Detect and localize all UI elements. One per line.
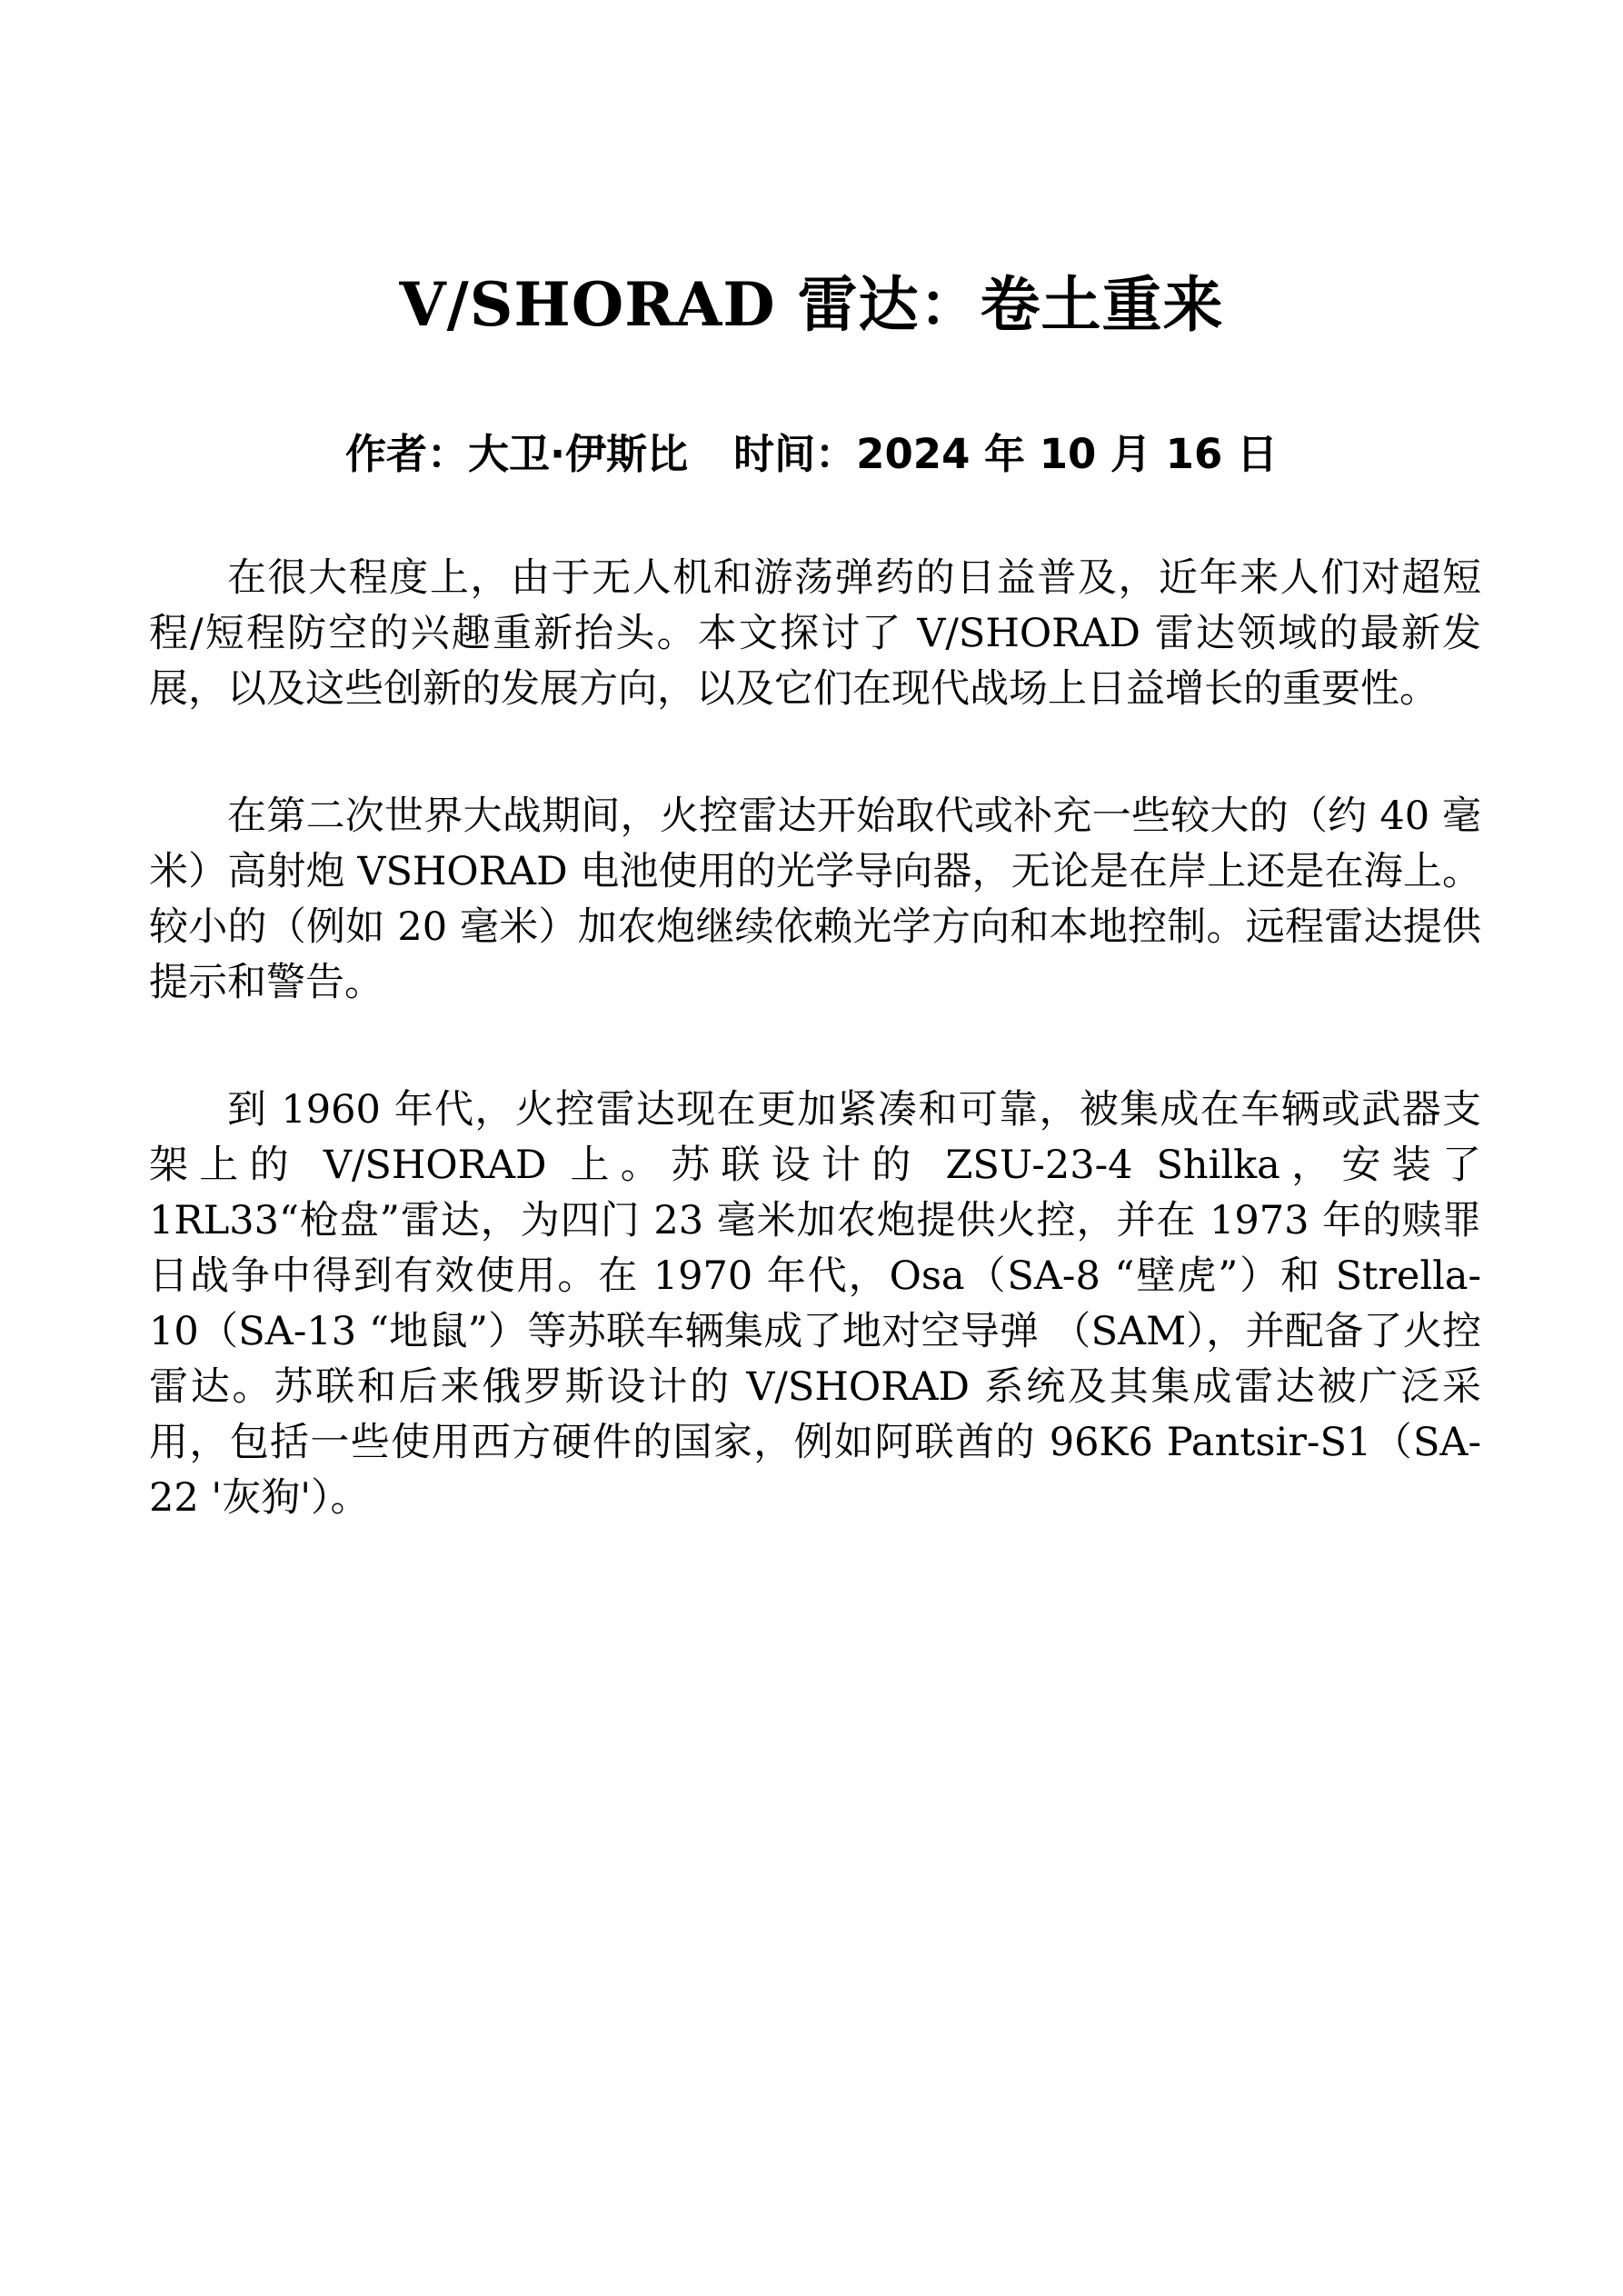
document-title: V/SHORAD 雷达：卷土重来 xyxy=(399,269,1224,340)
paragraph-3: 到 1960 年代，火控雷达现在更加紧凑和可靠，被集成在车辆或武器支架上的 V/SHORAD 上。苏联设计的 ZSU-23-4 Shilka，安装了 1RL33“枪盘”雷达，为四门 23 毫米加农炮提供火控，并在 1973 年的赎罪日战争中得到有效使用。在 1970 年代，Osa（SA-8 “壁虎”）和 Strella-10（SA-13 “地鼠”）等苏联车辆集成了地对空导弹 （SAM），并配备了火控雷达。苏联和后来俄罗斯设计的 V/SHORAD 系统及其集成雷达被广泛采用，包括一些使用西方硬件的国家，例如阿联酋的 96K6 Pantsir-S1（SA-22 '灰狗'）。 xyxy=(149,1087,1481,1521)
author: 作者：大卫·伊斯比 xyxy=(345,430,689,478)
byline xyxy=(0,425,1623,484)
article-body xyxy=(149,551,1481,1598)
paragraph-1: 在很大程度上，由于无人机和游荡弹药的日益普及，近年来人们对超短程/短程防空的兴趣重新抬头。本文探讨了 V/SHORAD 雷达领域的最新发展，以及这些创新的发展方向，以及它们在现代战场上日益增长的重要性。 xyxy=(149,555,1481,712)
publish-date: 时间：2024 年 10 月 16 日 xyxy=(733,430,1278,478)
paragraph-2: 在第二次世界大战期间，火控雷达开始取代或补充一些较大的（约 40 毫米）高射炮 VSHORAD 电池使用的光学导向器，无论是在岸上还是在海上。较小的（例如 20 毫米）加农炮继续依赖光学方向和本地控制。远程雷达提供提示和警告。 xyxy=(149,794,1481,1005)
